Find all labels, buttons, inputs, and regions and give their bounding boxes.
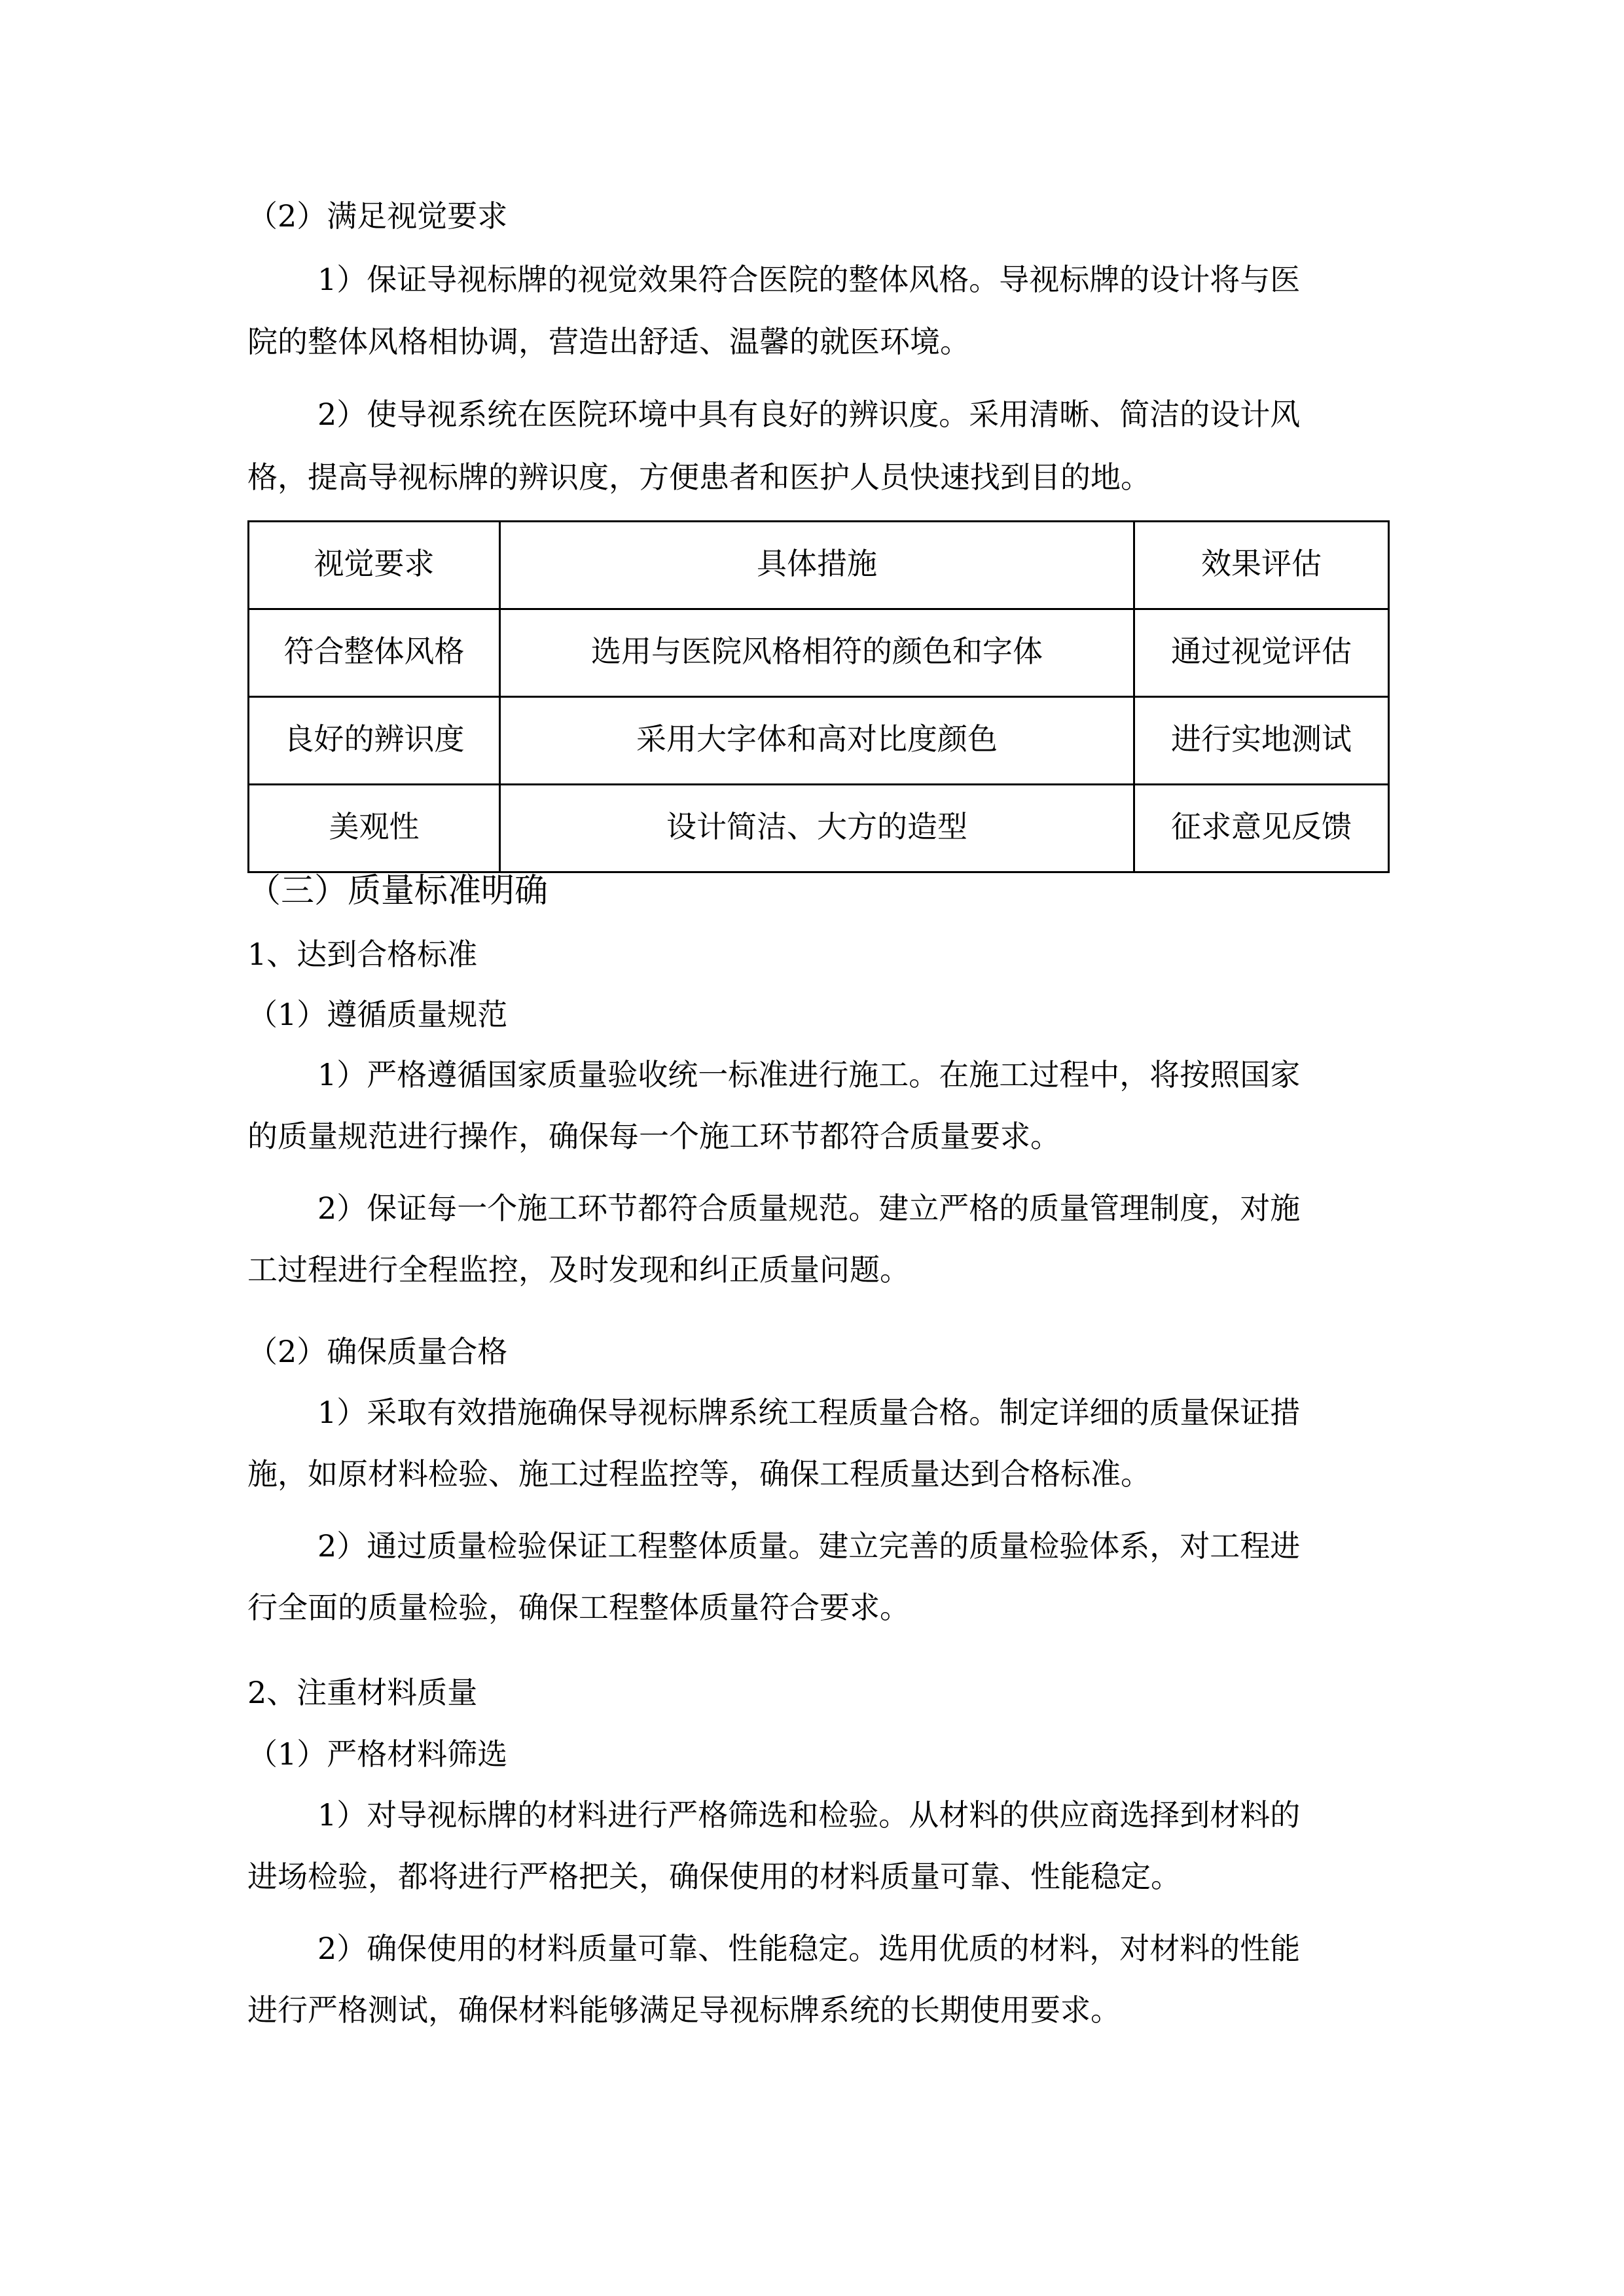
visual-requirements-table [247, 520, 1390, 873]
table-cell: 选用与医院风格相符的颜色和字体 [500, 609, 1134, 697]
table-header-cell: 效果评估 [1134, 522, 1389, 609]
paragraph-line: 1）严格遵循国家质量验收统一标准进行施工。在施工过程中，将按照国家 [317, 1057, 1301, 1092]
table-cell: 美观性 [249, 785, 500, 872]
part-title: （三）质量标准明确 [247, 872, 549, 910]
paragraph-line: 进行严格测试，确保材料能够满足导视标牌系统的长期使用要求。 [247, 1992, 1121, 2028]
paragraph-line: 院的整体风格相协调，营造出舒适、温馨的就医环境。 [247, 324, 970, 359]
paragraph-line: 格，提高导视标牌的辨识度，方便患者和医护人员快速找到目的地。 [247, 459, 1151, 495]
table-row [249, 697, 1389, 785]
paragraph-line: 2）确保使用的材料质量可靠、性能稳定。选用优质的材料，对材料的性能 [317, 1931, 1301, 1966]
table-cell: 进行实地测试 [1134, 697, 1389, 785]
section-heading: （2）满足视觉要求 [247, 198, 508, 234]
table-cell: 符合整体风格 [249, 609, 500, 697]
table-header-cell: 视觉要求 [249, 522, 500, 609]
table-header-row [249, 522, 1389, 609]
sub-item-title: （1）严格材料筛选 [247, 1736, 508, 1772]
paragraph-line: 2）通过质量检验保证工程整体质量。建立完善的质量检验体系，对工程进 [317, 1528, 1301, 1564]
item-title: 1、达到合格标准 [247, 937, 478, 972]
paragraph-line: 1）保证导视标牌的视觉效果符合医院的整体风格。导视标牌的设计将与医 [317, 262, 1301, 297]
paragraph-line: 2）保证每一个施工环节都符合质量规范。建立严格的质量管理制度，对施 [317, 1191, 1301, 1226]
paragraph-line: 施，如原材料检验、施工过程监控等，确保工程质量达到合格标准。 [247, 1456, 1151, 1492]
paragraph-line: 的质量规范进行操作，确保每一个施工环节都符合质量要求。 [247, 1119, 1060, 1154]
paragraph-line: 1）对导视标牌的材料进行严格筛选和检验。从材料的供应商选择到材料的 [317, 1797, 1301, 1833]
sub-item-title: （2）确保质量合格 [247, 1334, 508, 1369]
paragraph-line: 行全面的质量检验，确保工程整体质量符合要求。 [247, 1590, 910, 1625]
table-cell: 通过视觉评估 [1134, 609, 1389, 697]
paragraph-line: 1）采取有效措施确保导视标牌系统工程质量合格。制定详细的质量保证措 [317, 1395, 1301, 1430]
table-cell: 征求意见反馈 [1134, 785, 1389, 872]
table-cell: 设计简洁、大方的造型 [500, 785, 1134, 872]
sub-item-title: （1）遵循质量规范 [247, 997, 508, 1032]
table-row [249, 785, 1389, 872]
table-cell: 采用大字体和高对比度颜色 [500, 697, 1134, 785]
table-row [249, 609, 1389, 697]
item-title: 2、注重材料质量 [247, 1675, 478, 1710]
paragraph-line: 进场检验，都将进行严格把关，确保使用的材料质量可靠、性能稳定。 [247, 1859, 1181, 1894]
table-header-cell: 具体措施 [500, 522, 1134, 609]
paragraph-line: 工过程进行全程监控，及时发现和纠正质量问题。 [247, 1252, 910, 1287]
table-cell: 良好的辨识度 [249, 697, 500, 785]
paragraph-line: 2）使导视系统在医院环境中具有良好的辨识度。采用清晰、简洁的设计风 [317, 397, 1301, 432]
